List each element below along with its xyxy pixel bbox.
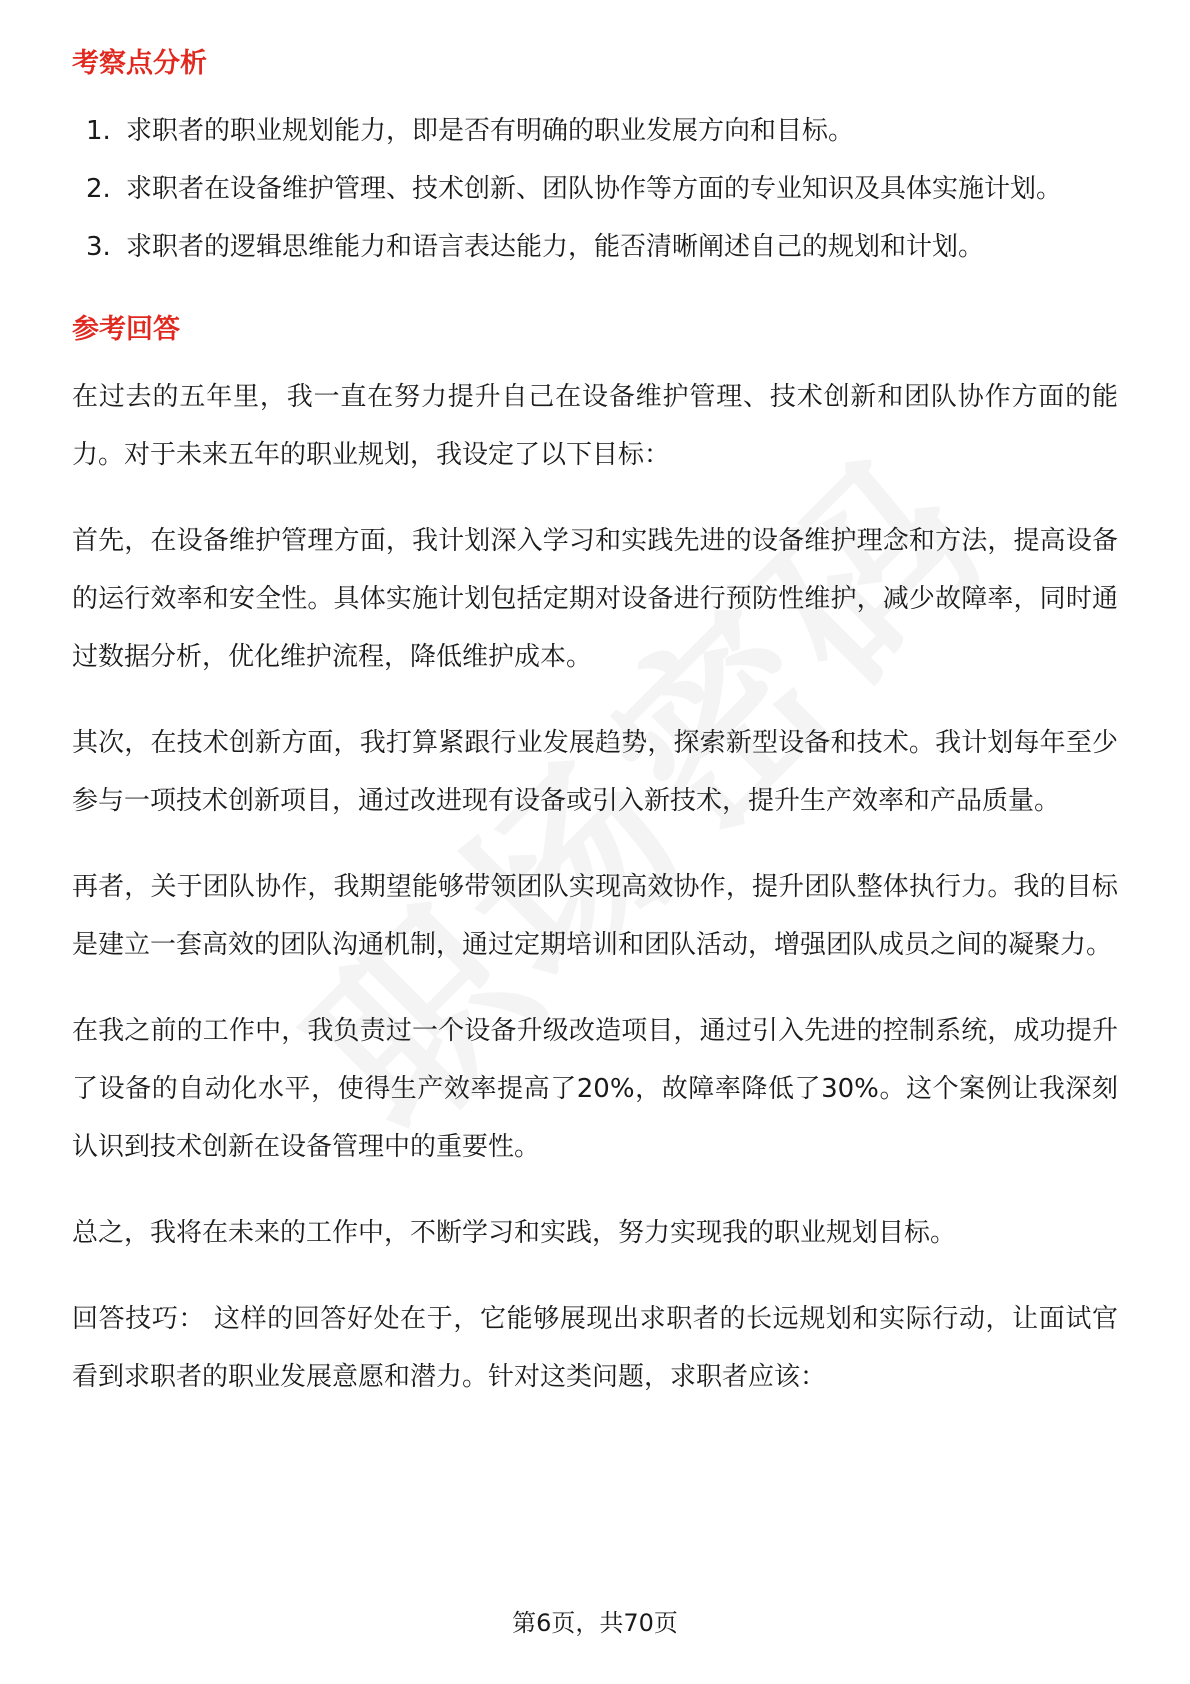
analysis-heading: 考察点分析 bbox=[72, 48, 207, 79]
list-item-text: 求职者在设备维护管理、技术创新、团队协作等方面的专业知识及具体实施计划。 bbox=[126, 174, 1063, 204]
paragraph-summary: 总之，我将在未来的工作中，不断学习和实践，努力实现我的职业规划目标。 bbox=[72, 1218, 957, 1248]
paragraph-tips: 回答技巧： 这样的回答好处在于，它能够展现出求职者的长远规划和实际行动，让面试官看到求职者的职业发展意愿和潜力。针对这类问题，求职者应该： bbox=[72, 1304, 1118, 1392]
paragraph-innovation: 其次，在技术创新方面，我打算紧跟行业发展趋势，探索新型设备和技术。我计划每年至少参与一项技术创新项目，通过改进现有设备或引入新技术，提升生产效率和产品质量。 bbox=[72, 728, 1118, 816]
list-item-text: 求职者的逻辑思维能力和语言表达能力，能否清晰阐述自己的规划和计划。 bbox=[126, 232, 985, 262]
list-item bbox=[72, 218, 1118, 276]
answer-heading: 参考回答 bbox=[72, 314, 180, 345]
list-item-number: 2. bbox=[86, 174, 111, 204]
page-content bbox=[72, 44, 1118, 1406]
analysis-list bbox=[72, 102, 1118, 276]
paragraph-intro: 在过去的五年里，我一直在努力提升自己在设备维护管理、技术创新和团队协作方面的能力。对于未来五年的职业规划，我设定了以下目标： bbox=[72, 382, 1118, 470]
paragraph-case: 在我之前的工作中，我负责过一个设备升级改造项目，通过引入先进的控制系统，成功提升了设备的自动化水平，使得生产效率提高了20%，故障率降低了30%。这个案例让我深刻认识到技术创新在设备管理中的重要性。 bbox=[72, 1016, 1118, 1162]
page-number: 第6页，共70页 bbox=[512, 1609, 678, 1637]
list-item-number: 1. bbox=[86, 116, 111, 146]
list-item bbox=[72, 160, 1118, 218]
paragraph-maintenance: 首先，在设备维护管理方面，我计划深入学习和实践先进的设备维护理念和方法，提高设备的运行效率和安全性。具体实施计划包括定期对设备进行预防性维护，减少故障率，同时通过数据分析，优化维护流程，降低维护成本。 bbox=[72, 526, 1118, 672]
paragraph-teamwork: 再者，关于团队协作，我期望能够带领团队实现高效协作，提升团队整体执行力。我的目标是建立一套高效的团队沟通机制，通过定期培训和团队活动，增强团队成员之间的凝聚力。 bbox=[72, 872, 1118, 960]
list-item-text: 求职者的职业规划能力，即是否有明确的职业发展方向和目标。 bbox=[126, 116, 855, 146]
list-item bbox=[72, 102, 1118, 160]
list-item-number: 3. bbox=[86, 232, 111, 262]
